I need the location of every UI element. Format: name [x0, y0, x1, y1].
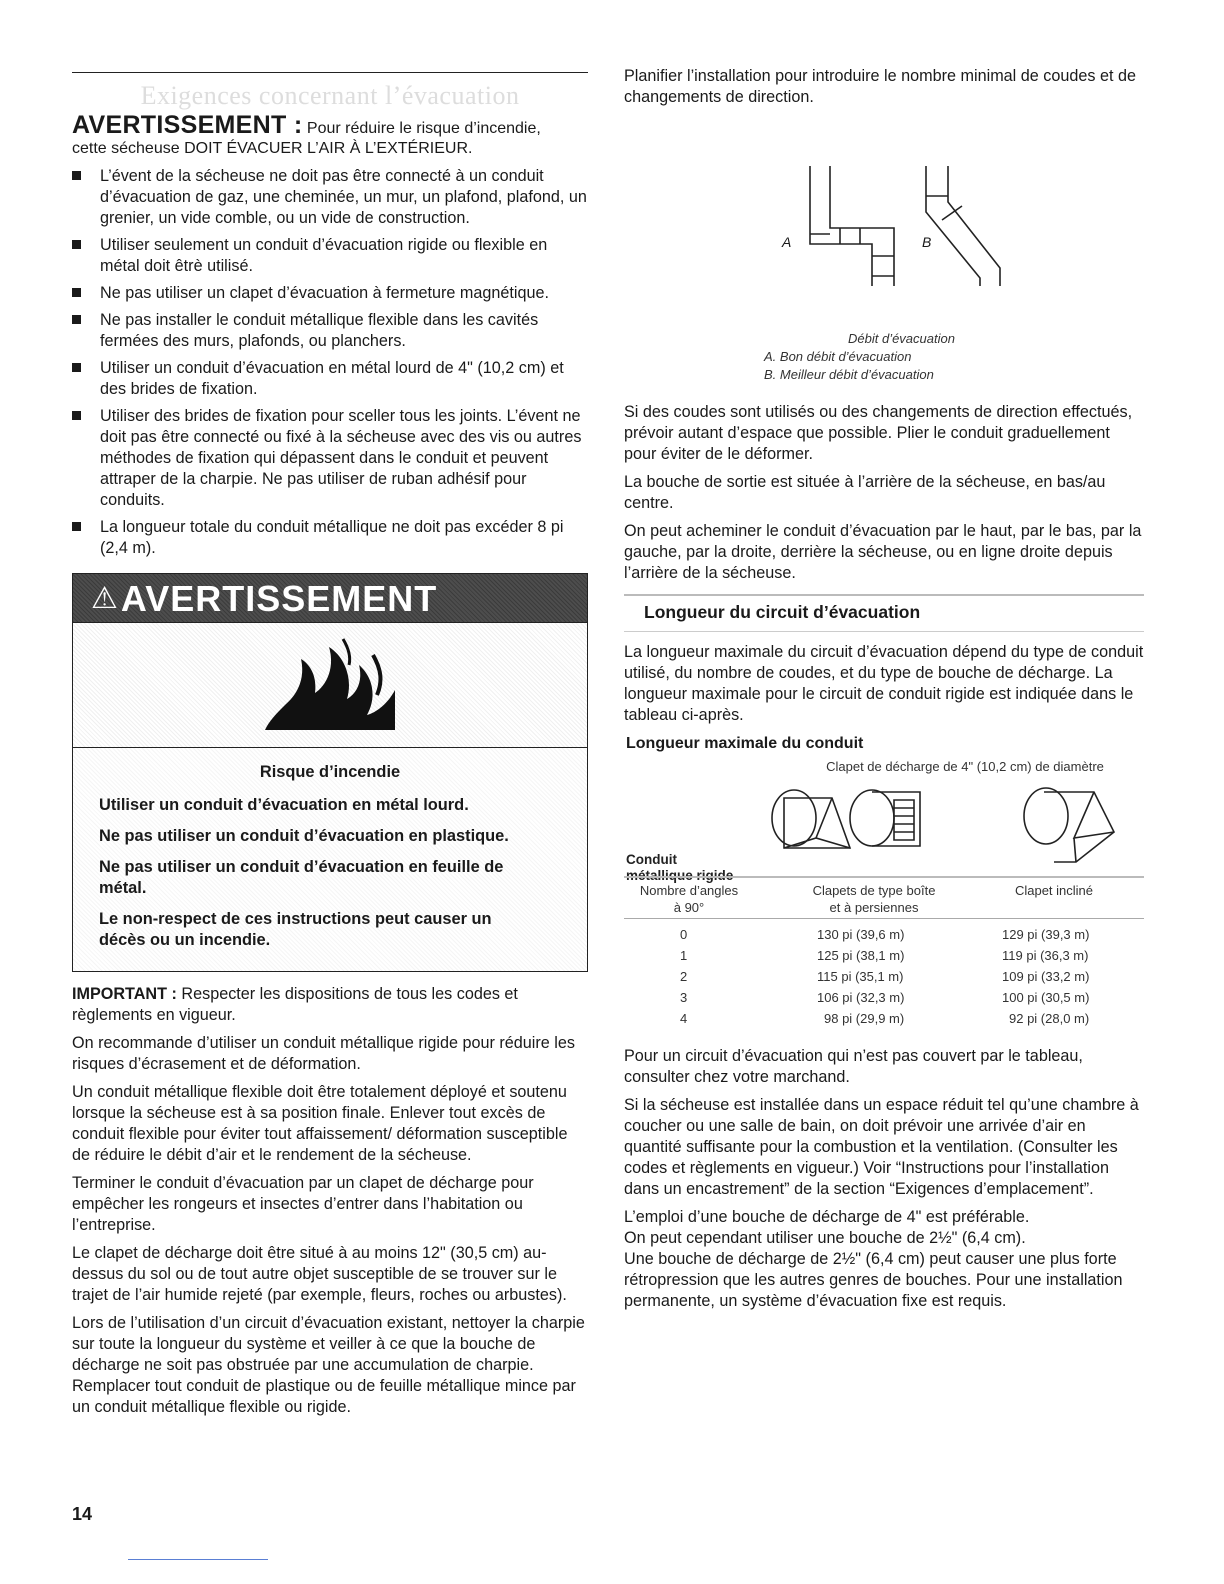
important-text: Respecter les dispositions de tous les codes et règlements en vigueur. [72, 985, 518, 1024]
divider [624, 631, 1144, 632]
cell-angles: 2 [680, 969, 688, 984]
vent-hood-icons [754, 778, 1144, 874]
figure-label-b: B [922, 234, 932, 250]
column-header-angled [984, 882, 1124, 899]
table-row [624, 1010, 1144, 1030]
intro-paragraph: Planifier l’installation pour introduire le nombre minimal de coudes et de changements de direction. [624, 67, 1136, 106]
divider [624, 594, 1144, 596]
list-item: Utiliser un conduit d’évacuation en métal lourd de 4" (10,2 cm) et des brides de fixation. [72, 358, 588, 400]
table-row [624, 968, 1144, 988]
table-title: Longueur maximale du conduit [626, 735, 864, 752]
table-row [624, 989, 1144, 1009]
table-row [624, 947, 1144, 967]
cell-box: 106 pi (32,3 m) [817, 990, 905, 1005]
cell-angled: 92 pi (28,0 m) [1009, 1011, 1090, 1026]
cell-box: 125 pi (38,1 m) [817, 948, 905, 963]
paragraph: Terminer le conduit d’évacuation par un clapet de décharge pour empêcher les rongeurs et insectes d’entrer dans l’habitation ou l’entreprise. [72, 1174, 534, 1234]
warning-text-1: Pour réduire le risque d’incendie, [302, 120, 541, 137]
left-column [72, 72, 588, 1425]
paragraph: On peut cependant utiliser une bouche de 2½" (6,4 cm). [624, 1229, 1026, 1247]
caption-a: A. Bon débit d’évacuation [764, 349, 912, 364]
paragraph: Un conduit métallique flexible doit être totalement déployé et soutenu lorsque la sécheuse est à sa position finale. Enlever tout excès de conduit flexible pour éviter tout affaissement/ déformation susceptible de réduire le débit d’air et le rendement de la sécheuse. [72, 1083, 568, 1164]
paragraph: Si la sécheuse est installée dans un espace réduit tel qu’une chambre à coucher ou une salle de bain, on doit prévoir une arrivée d’air en quantité suffisante pour la combustion et la ventilation. (Consulter les codes et règlements en vigueur.) Voir “Instructions pour l’installation dans un encastrement” de la section “Exigences d’emplacement”. [624, 1096, 1139, 1198]
cell-box: 130 pi (39,6 m) [817, 927, 905, 942]
warning-triangle-icon: ⚠ [91, 581, 119, 615]
important-label: IMPORTANT : [72, 985, 177, 1003]
list-item: L’évent de la sécheuse ne doit pas être connecté à un conduit d’évacuation de gaz, une cheminée, un mur, un plafond, plafond, un grenier, un vide comble, ou un vide de construction. [72, 166, 588, 229]
conduit-label-2: métallique rigide [626, 868, 734, 883]
paragraph: Si des coudes sont utilisés ou des changements de direction effectués, prévoir autant d’espace que possible. Plier le conduit graduellement pour éviter de le déformer. [624, 403, 1133, 463]
cell-angled: 109 pi (33,2 m) [1002, 969, 1090, 984]
list-item: Ne pas utiliser un clapet d’évacuation à fermeture magnétique. [72, 283, 588, 304]
paragraph: Lors de l’utilisation d’un circuit d’évacuation existant, nettoyer la charpie sur toute la longueur du système et veiller à ce que la bouche de décharge ne soit pas obstruée par une accumulation de charpie. Remplacer tout conduit de plastique ou de feuille métallique mince par un conduit métallique flexible ou rigide. [72, 1314, 585, 1416]
warning-text-2: cette sécheuse DOIT ÉVACUER L’AIR À L’EXTÉRIEUR. [72, 140, 473, 157]
conduit-label [626, 852, 733, 884]
cell-angled: 100 pi (30,5 m) [1002, 990, 1090, 1005]
warning-label: AVERTISSEMENT : [72, 111, 303, 139]
section-title: Exigences concernant l’évacuation [140, 81, 520, 110]
max-length-table [624, 758, 1144, 1026]
paragraph: La bouche de sortie est située à l’arrière de la sécheuse, en bas/au centre. [624, 473, 1106, 512]
fire-hazard-image [73, 622, 587, 748]
cell-angled: 129 pi (39,3 m) [1002, 927, 1090, 942]
list-item: Utiliser seulement un conduit d’évacuation rigide ou flexible en métal doit êtrè utilisé. [72, 235, 588, 277]
cell-angles: 1 [680, 948, 688, 963]
warning-box-title: AVERTISSEMENT [120, 577, 438, 619]
fire-warning-box [72, 573, 588, 972]
cell-box: 115 pi (35,1 m) [817, 969, 904, 984]
valve-header: Clapet de décharge de 4" (10,2 cm) de diamètre [826, 759, 1104, 774]
cell-angles: 3 [680, 990, 688, 1005]
paragraph: Pour un circuit d’évacuation qui n’est pas couvert par le tableau, consulter chez votre marchand. [624, 1047, 1083, 1086]
column-header-angles [624, 882, 754, 916]
list-item: La longueur totale du conduit métallique ne doit pas excéder 8 pi (2,4 m). [72, 517, 588, 559]
important-note [72, 984, 588, 1026]
figure-caption [764, 330, 1144, 384]
header-box-1: Clapets de type boîte [812, 883, 936, 898]
duct-diagram [624, 116, 1144, 286]
warning-line: Ne pas utiliser un conduit d’évacuation en feuille de métal. [99, 858, 504, 897]
warning-line: Utiliser un conduit d’évacuation en métal lourd. [99, 796, 469, 814]
subsection-title: Longueur du circuit d’évacuation [644, 602, 921, 622]
caption-b: B. Meilleur débit d’évacuation [764, 367, 934, 382]
header-angled: Clapet incliné [1014, 883, 1094, 898]
table-row [624, 926, 1144, 946]
table-header-rule [624, 876, 1144, 878]
cell-angles: 0 [680, 927, 688, 942]
footer-line [128, 1559, 268, 1560]
warning-line: Ne pas utiliser un conduit d’évacuation en plastique. [99, 827, 509, 845]
warning-line: Le non-respect de ces instructions peut causer un décès ou un incendie. [99, 910, 492, 949]
cell-box: 98 pi (29,9 m) [824, 1011, 905, 1026]
table-rule [624, 918, 1144, 919]
figure-label-a: A [782, 234, 792, 250]
paragraph: L’emploi d’une bouche de décharge de 4" est préférable. [624, 1208, 1030, 1226]
subsection-paragraph: La longueur maximale du circuit d’évacuation dépend du type de conduit utilisé, du nombre de coudes, et du type de bouche de décharge. La longueur maximale pour le circuit de conduit rigide est indiquée dans le tableau ci-après. [624, 643, 1144, 724]
caption-title: Débit d’évacuation [848, 331, 955, 346]
paragraph: On peut acheminer le conduit d’évacuation par le haut, par le bas, par la gauche, par la droite, derrière la sécheuse, ou en ligne droite depuis l’arrière de la sécheuse. [624, 522, 1142, 582]
cell-angles: 4 [680, 1011, 688, 1026]
exhaust-flow-figure [624, 116, 1144, 286]
paragraph: Une bouche de décharge de 2½" (6,4 cm) peut causer une plus forte rétropression que les autres genres de bouches. Pour une installation permanente, un système d’évacuation fixe est requis. [624, 1250, 1123, 1310]
paragraph: On recommande d’utiliser un conduit métallique rigide pour réduire les risques d’écrasement et de déformation. [72, 1034, 575, 1073]
paragraph: Le clapet de décharge doit être situé à au moins 12" (30,5 cm) au-dessus du sol ou de tout autre objet susceptible de se trouver sur le trajet de l’air humide rejeté (par exemple, fleurs, roches ou arbustes). [72, 1244, 567, 1304]
right-column [624, 66, 1144, 1319]
header-box-2: et à persiennes [829, 900, 919, 915]
conduit-label-1: Conduit [626, 852, 677, 867]
fire-icon [255, 635, 405, 735]
warning-box-body [73, 748, 587, 971]
warning-box-header [73, 574, 587, 622]
header-angles-1: Nombre d’angles [639, 883, 739, 898]
requirements-list [72, 166, 588, 559]
list-item: Utiliser des brides de fixation pour sceller tous les joints. L’évent ne doit pas être connecté ou fixé à la sécheuse avec des vis ou autres méthodes de fixation qui dépassent dans le conduit et peuvent attraper de la charpie. Ne pas utiliser de ruban adhésif pour conduits. [72, 406, 588, 511]
header-angles-2: à 90° [673, 900, 705, 915]
risk-title: Risque d’incendie [259, 763, 401, 781]
page-number: 14 [72, 1504, 93, 1524]
column-header-box [784, 882, 964, 916]
section-rule [72, 72, 588, 73]
warning-statement [72, 111, 588, 159]
cell-angled: 119 pi (36,3 m) [1002, 948, 1089, 963]
list-item: Ne pas installer le conduit métallique flexible dans les cavités fermées des murs, plafonds, ou planchers. [72, 310, 588, 352]
